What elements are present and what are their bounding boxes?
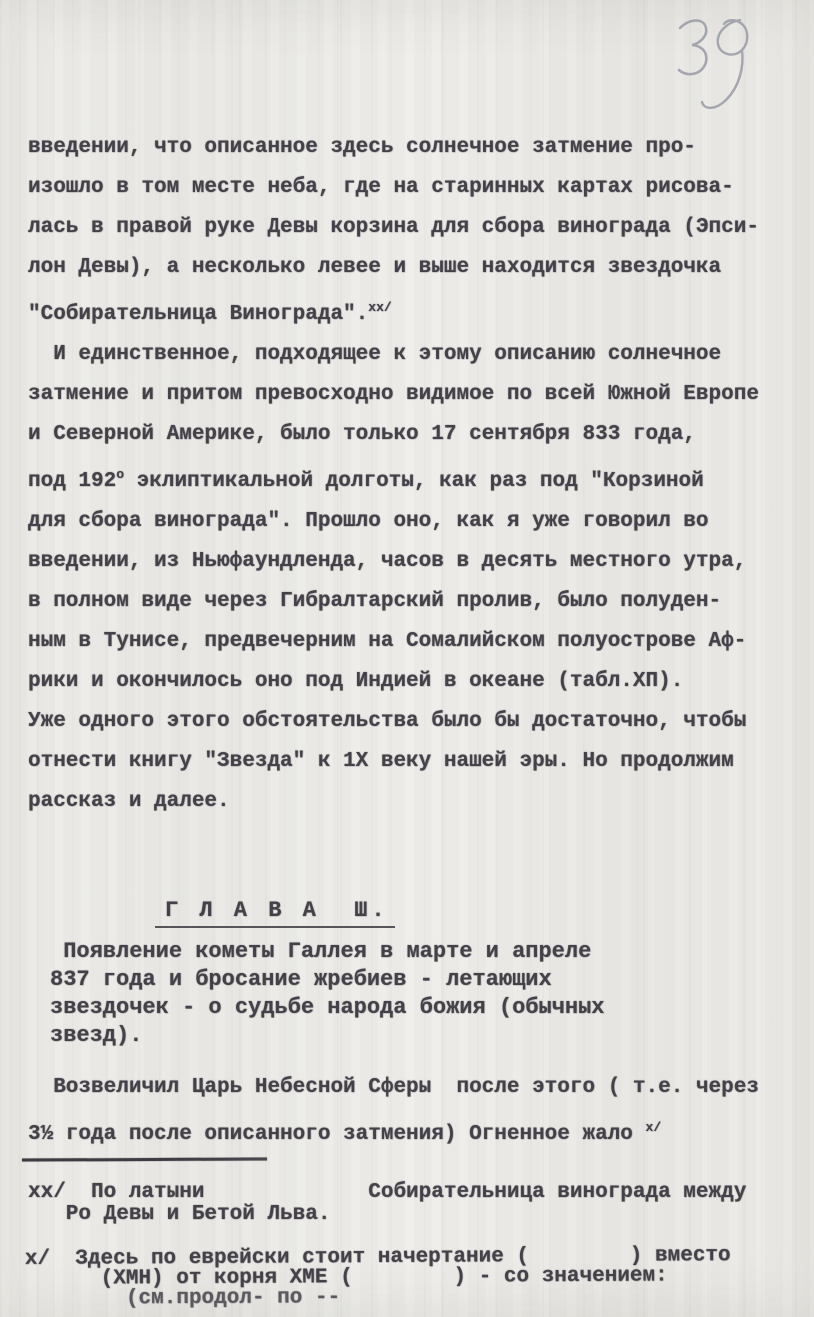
text-line: "Собирательница Винограда".$^{хх/}$ [28,300,392,326]
chapter-heading: Г Л А В А Ш. [155,898,395,928]
text-line: для сбора винограда". Прошло оно, как я уже говорил во [28,510,709,533]
text-line: Появление кометы Галлея в марте и апреле [50,939,592,964]
text-line: рассказ и далее. [28,790,230,813]
footnote-separator-line [22,1157,267,1161]
text-line: (см.продол- по -- [25,1286,341,1311]
text-line: лась в правой руке Девы корзина для сбора винограда (Эпси- [28,216,759,239]
text-line: введении, что описанное здесь солнечное затмение про- [28,136,696,159]
handwritten-page-number [652,6,782,131]
text-line: И единственное, подходящее к этому описанию солнечное [28,343,722,366]
text-line: ным в Тунисе, предвечерним на Сомалийском полуострове Аф- [28,630,747,653]
text-line: хх/ По латыни Собирательница винограда между [28,1181,747,1204]
text-line: рики и окончилось оно под Индией в океане (табл.ХП). [28,670,684,693]
text-line: под $192^о$ эклиптикальной долготы, как раз под "Корзиной [28,467,704,493]
text-line: и Северной Америке, было только 17 сентября 833 года, [28,423,696,446]
text-line: введении, из Ньюфаундленда, часов в десять местного утра, [28,550,747,573]
footnote-x [25,1246,731,1310]
footnote-xx [28,1182,746,1226]
text-line: Возвеличил Царь Небесной Сферы после этого ( т.е. через [28,1076,759,1099]
text-line: звездочек - о судьбе народа божия (обычных [50,995,605,1020]
text-line: лон Девы), а несколько левее и выше находится звездочка [28,256,722,279]
text-line: отнести книгу "Звезда" к 1Х веку нашей эры. Но продолжим [28,750,734,773]
text-line: (ХМН) от корня ХМЕ ( ) - со значением: [24,1264,668,1291]
text-line: 837 года и бросание жребиев - летающих [50,967,552,992]
text-line: в полном виде через Гибралтарский пролив, было полуден- [28,590,722,613]
text-line: Ро Девы и Бетой Льва. [28,1203,331,1226]
text-line: затмение и притом превосходно видимое по всей Южной Европе [28,383,759,406]
text-line: изошло в том месте неба, где на старинных картах рисова- [28,176,734,199]
closing-paragraph [28,1068,759,1155]
text-line: х/ Здесь по еврейски стоит начертание ( ) вместо [24,1244,731,1271]
main-body-text [28,128,759,822]
text-line: Уже одного этого обстоятельства было бы достаточно, чтобы [28,710,747,733]
text-line: звезд). [50,1023,143,1048]
chapter-subtitle [50,938,605,1050]
text-line: 3½ года после описанного затмения) Огненное жало $^{х/}$ [28,1120,662,1146]
